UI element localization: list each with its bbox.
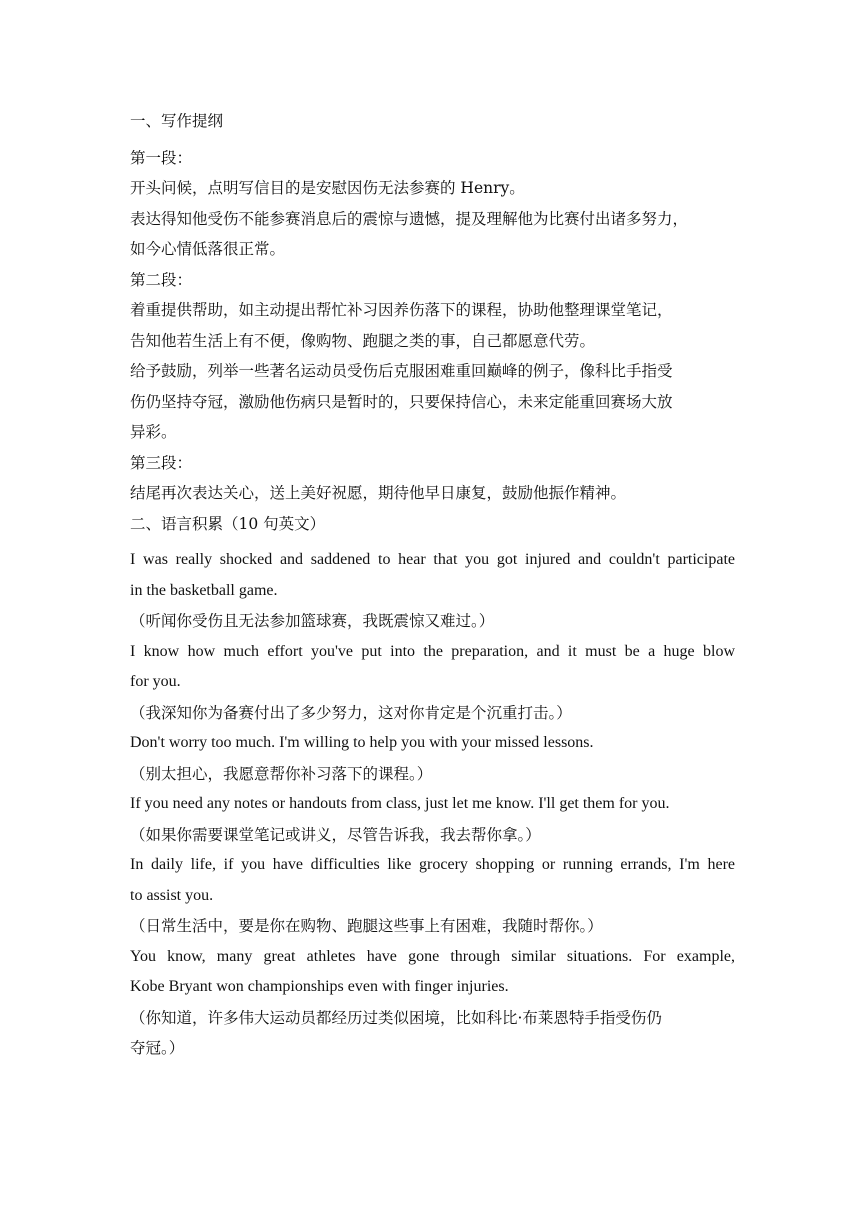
outline-line: 异彩。 [130,423,177,441]
chinese-translation: 夺冠。） [130,1039,185,1057]
paragraph-label: 第二段： [130,270,193,289]
chinese-translation: （我深知你为备赛付出了多少努力，这对你肯定是个沉重打击。） [130,703,572,722]
chinese-translation: （你知道，许多伟大运动员都经历过类似困境，比如科比·布莱恩特手指受伤仍 [130,1008,662,1027]
language-body [130,545,735,1064]
language-heading: 二、语言积累（10 句英文） [130,514,326,533]
english-sentence: Don't worry too much. I'm willing to help you with your missed lessons. [130,734,594,751]
english-sentence: I know how much effort you've put into the preparation, and it must be a huge blow [130,642,735,660]
english-sentence: I was really shocked and saddened to hear that you got injured and couldn't participate [130,551,735,568]
outline-line: 给予鼓励，列举一些著名运动员受伤后克服困难重回巅峰的例子，像科比手指受 [130,362,673,380]
outline-body [130,143,735,509]
english-sentence: If you need any notes or handouts from class, just let me know. I'll get them for you. [130,795,670,812]
outline-line: 伤仍坚持夺冠，激励他伤病只是暂时的，只要保持信心，未来定能重回赛场大放 [130,392,673,411]
outline-line: 如今心情低落很正常。 [130,240,286,258]
outline-line: 着重提供帮助，如主动提出帮忙补习因养伤落下的课程，协助他整理课堂笔记， [130,301,673,319]
chinese-translation: （如果你需要课堂笔记或讲义，尽管告诉我，我去帮你拿。） [130,825,541,844]
english-sentence: In daily life, if you have difficulties like grocery shopping or running errands, I'm here [130,856,735,873]
paragraph-label: 第三段： [130,453,193,472]
english-sentence: for you. [130,673,181,690]
outline-heading: 一、写作提纲 [130,112,224,130]
chinese-translation: （听闻你受伤且无法参加篮球赛，我既震惊又难过。） [130,612,495,630]
page-content [130,106,735,1064]
english-sentence: Kobe Bryant won championships even with finger injuries. [130,978,509,995]
english-sentence: in the basketball game. [130,581,278,599]
chinese-translation: （别太担心，我愿意帮你补习落下的课程。） [130,764,433,783]
english-sentence: You know, many great athletes have gone through similar situations. For example, [130,947,735,965]
chinese-translation: （日常生活中，要是你在购物、跑腿这些事上有困难，我随时帮你。） [130,917,603,935]
outline-line: 开头问候，点明写信目的是安慰因伤无法参赛的 Henry。 [130,179,525,197]
outline-line: 告知他若生活上有不便，像购物、跑腿之类的事，自己都愿意代劳。 [130,331,596,350]
paragraph-label: 第一段： [130,148,193,167]
outline-line: 表达得知他受伤不能参赛消息后的震惊与遗憾，提及理解他为比赛付出诸多努力， [130,209,689,228]
outline-line: 结尾再次表达关心，送上美好祝愿，期待他早日康复，鼓励他振作精神。 [130,484,627,502]
english-sentence: to assist you. [130,886,214,904]
